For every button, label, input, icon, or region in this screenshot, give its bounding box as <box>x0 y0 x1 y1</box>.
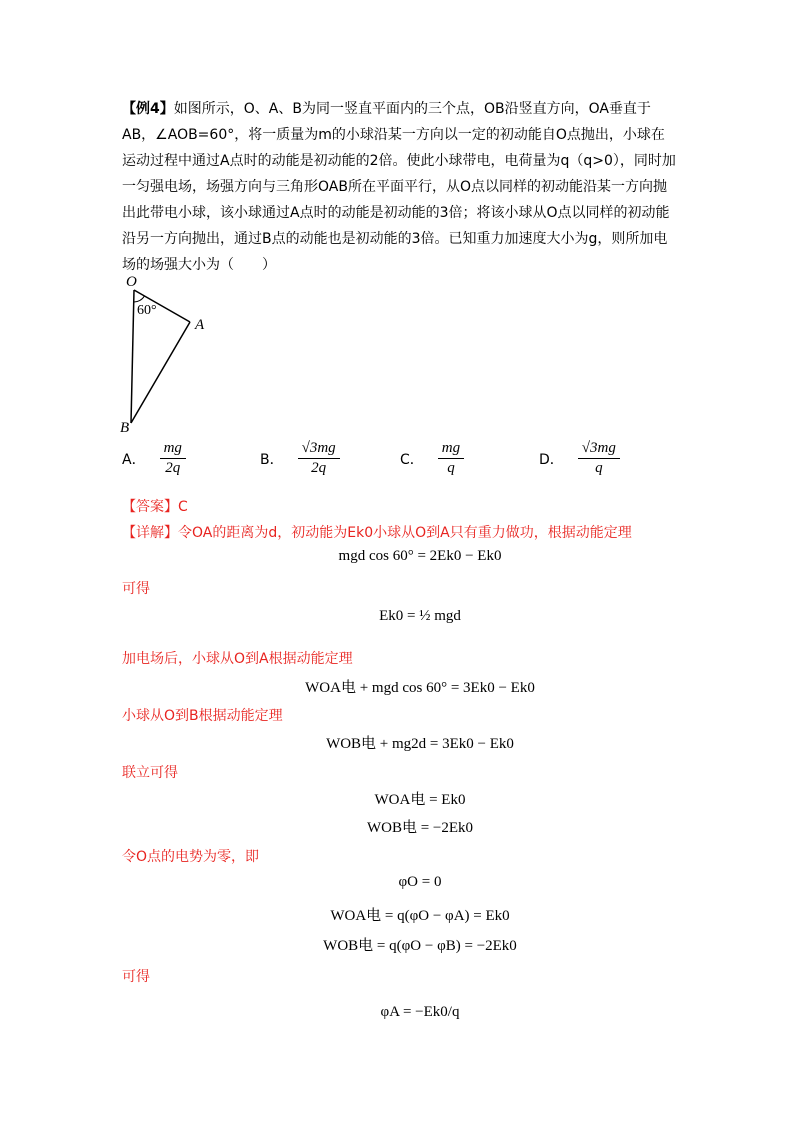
point-a-label: A <box>195 317 205 333</box>
equation-8: WOA电 = q(φO − φA) = Ek0 <box>330 908 510 924</box>
point-o-label: O <box>126 274 137 290</box>
equation-4: WOB电 + mg2d = 3Ek0 − Ek0 <box>326 736 514 752</box>
equation-2: Ek0 = ½ mgd <box>379 608 461 624</box>
answer-line: 【答案】C <box>122 499 188 515</box>
solution-intro: 【详解】令OA的距离为d，初动能为Ek0小球从O到A只有重力做功，根据动能定理 <box>122 525 632 541</box>
solution-text-2: 加电场后，小球从O到A根据动能定理 <box>122 651 353 667</box>
equation-7: φO = 0 <box>398 874 442 890</box>
segment-ob <box>131 290 134 423</box>
solution-text-3: 小球从O到B根据动能定理 <box>122 708 283 724</box>
angle-arc <box>134 296 145 302</box>
point-b-label: B <box>120 420 130 436</box>
choice-a[interactable]: A． $\frac{mg}{2q}$ <box>122 440 186 477</box>
problem-statement <box>122 96 678 278</box>
solution-text-1: 可得 <box>122 581 150 597</box>
solution-text-5: 令O点的电势为零，即 <box>122 849 260 865</box>
equation-9: WOB电 = q(φO − φB) = −2Ek0 <box>323 938 517 954</box>
choice-b[interactable]: B． $\frac{√3mg}{2q}$ <box>260 440 340 477</box>
choice-c[interactable]: C． $\frac{mg}{q}$ <box>400 440 464 477</box>
problem-tag: 【例4】 <box>122 101 174 117</box>
equation-6: WOB电 = −2Ek0 <box>366 820 474 836</box>
choice-d[interactable]: D． $\frac{√3mg}{q}$ <box>539 440 620 477</box>
equation-10: φA = −Ek0/q <box>380 1004 460 1020</box>
equation-1: mgd cos 60° = 2Ek0 − Ek0 <box>338 548 502 564</box>
equation-5: WOA电 = Ek0 <box>374 792 466 808</box>
segment-ab <box>131 322 190 423</box>
equation-3: WOA电 + mgd cos 60° = 3Ek0 − Ek0 <box>305 680 535 696</box>
problem-text: 如图所示，O、A、B为同一竖直平面内的三个点，OB沿竖直方向，OA垂直于AB，∠AOB=60°，将一质量为m的小球沿某一方向以一定的初动能自O点抛出，小球在运动过程中通过A点时的动能是初动能的2倍。使此小球带电，电荷量为q（q>0），同时加一匀强电场，场强方向与三角形OAB所在平面平行，从O点以同样的初动能沿某一方向抛出此带电小球，该小球通过A点时的动能是初动能的3倍；将该小球从O点以同样的初动能沿另一方向抛出，通过B点的动能也是初动能的3倍。已知重力加速度大小为g，则所加电场的场强大小为（ ） <box>122 101 676 273</box>
solution-text-4: 联立可得 <box>122 765 178 781</box>
solution-text-6: 可得 <box>122 969 150 985</box>
triangle-figure <box>118 270 218 436</box>
answer-choices <box>122 440 682 484</box>
angle-label: 60° <box>137 303 157 318</box>
